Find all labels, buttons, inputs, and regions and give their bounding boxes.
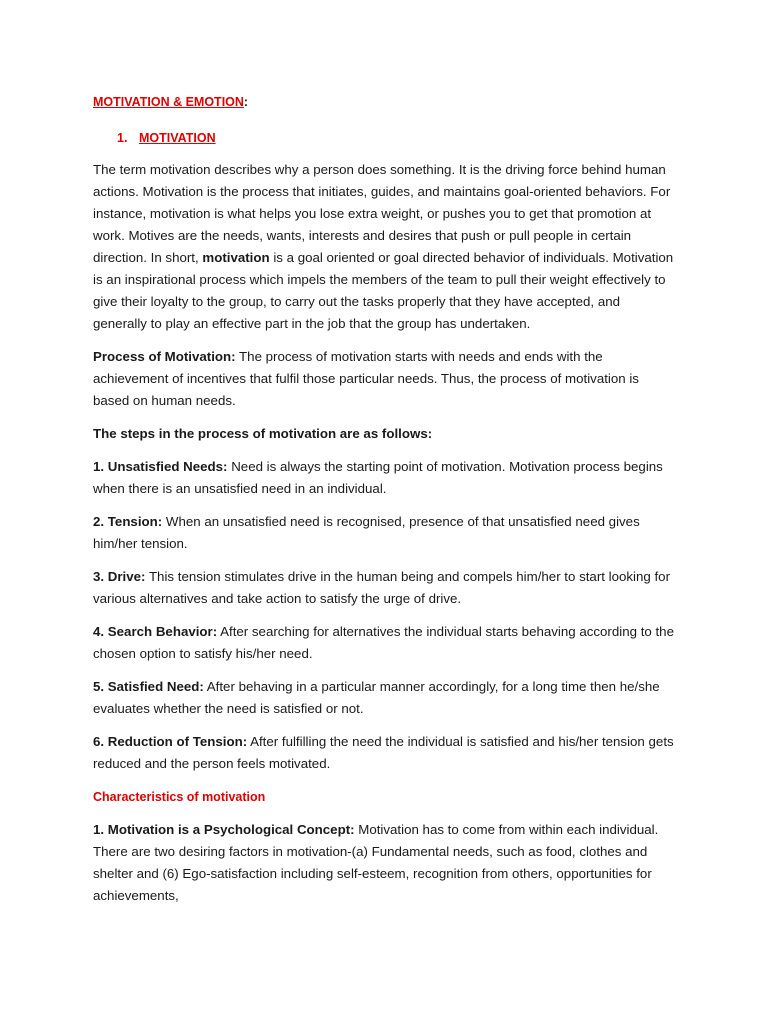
step-label: 2. Tension:: [93, 514, 163, 529]
step-text: After fulfilling the need the individual is satisfied and his/her tension gets reduced and the person feels motivated.: [93, 734, 674, 771]
intro-paragraph: [93, 159, 676, 335]
step-paragraph: [93, 566, 676, 610]
step-label: 5. Satisfied Need:: [93, 679, 204, 694]
process-label: Process of Motivation:: [93, 349, 236, 364]
step-paragraph: [93, 731, 676, 775]
step-label: 3. Drive:: [93, 569, 146, 584]
characteristics-heading: Characteristics of motivation: [93, 790, 266, 804]
characteristic-text: Motivation has to come from within each individual. There are two desiring factors in motivation-(a) Fundamental needs, such as food, clothes and shelter and (6) Ego-satisfaction including self-esteem, recognition from others, opportunities for achievements,: [93, 822, 659, 903]
document-title: [93, 94, 676, 111]
steps-heading: [93, 423, 676, 445]
step-paragraph: [93, 456, 676, 500]
document-title-text: MOTIVATION & EMOTION: [93, 95, 244, 109]
process-text: The process of motivation starts with needs and ends with the achievement of incentives that fulfil those particular needs. Thus, the process of motivation is based on human needs.: [93, 349, 639, 408]
process-paragraph: [93, 346, 676, 412]
step-label: 4. Search Behavior:: [93, 624, 218, 639]
characteristic-label: 1. Motivation is a Psychological Concept:: [93, 822, 355, 837]
step-paragraph: [93, 621, 676, 665]
section-number: 1.: [117, 131, 128, 145]
step-text: Need is always the starting point of motivation. Motivation process begins when there is an unsatisfied need in an individual.: [93, 459, 663, 496]
section-label: MOTIVATION: [139, 131, 216, 145]
intro-text-1: The term motivation describes why a person does something. It is the driving force behind human actions. Motivation is the process that initiates, guides, and maintains goal-oriented behaviors. For instance, motivation is what helps you lose extra weight, or pushes you to get that promotion at work. Motives are the needs, wants, interests and desires that push or pull people in certain direction. In short,: [93, 162, 671, 265]
characteristic-paragraph: [93, 819, 676, 907]
step-text: After behaving in a particular manner accordingly, for a long time then he/she evaluates whether the need is satisfied or not.: [93, 679, 660, 716]
step-paragraph: [93, 676, 676, 720]
step-text: This tension stimulates drive in the human being and compels him/her to start looking for various alternatives and take action to satisfy the urge of drive.: [93, 569, 670, 606]
document-title-colon: :: [243, 95, 249, 109]
step-text: After searching for alternatives the individual starts behaving according to the chosen option to satisfy his/her need.: [93, 624, 674, 661]
step-paragraph: [93, 511, 676, 555]
step-text: When an unsatisfied need is recognised, presence of that unsatisfied need gives him/her tension.: [93, 514, 640, 551]
intro-text-2: is a goal oriented or goal directed behavior of individuals. Motivation is an inspirational process which impels the members of the team to pull their weight effectively to give their loyalty to the group, to carry out the tasks properly that they have accepted, and generally to play an effective part in the job that the group has undertaken.: [93, 250, 674, 331]
intro-bold-term: motivation: [202, 250, 270, 265]
section-heading-motivation: [117, 130, 676, 147]
steps-heading-text: The steps in the process of motivation are as follows:: [93, 426, 433, 441]
step-label: 6. Reduction of Tension:: [93, 734, 248, 749]
step-label: 1. Unsatisfied Needs:: [93, 459, 228, 474]
